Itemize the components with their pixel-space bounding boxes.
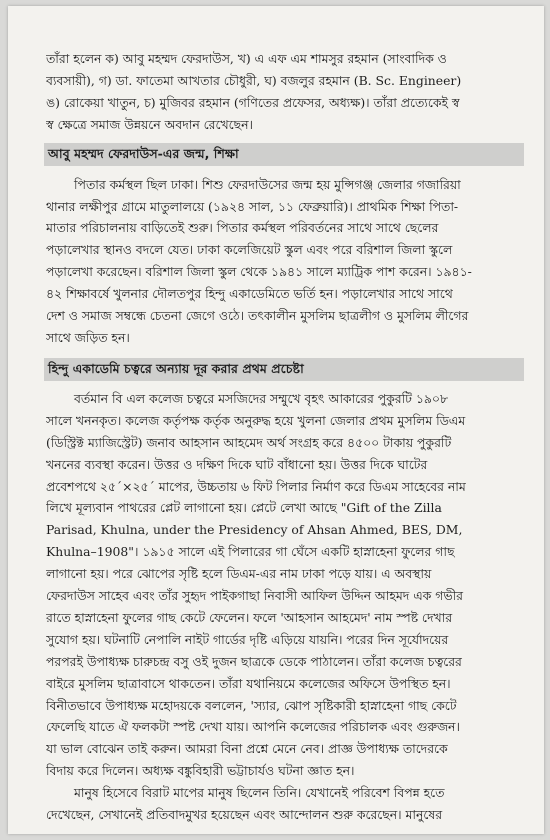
text-line: খননের ব্যবস্থা করেন। উত্তর ও দক্ষিণ দিকে ঘাট বাঁধানো হয়। উত্তর দিকে ঘাটের — [46, 456, 428, 472]
text-line: থানার লক্ষীপুর গ্রামে মাতুলালয়ে (১৯২৪ সাল, ১১ ফেব্রুয়ারি)। প্রাথমিক শিক্ষা পিতা- — [46, 198, 459, 214]
section-heading-birth-education: আবু মহম্মদ ফেরদাউস-এর জন্ম, শিক্ষা — [44, 143, 524, 166]
text-line: পড়ালেখা করেছেন। বরিশাল জিলা স্কুল থেকে ১৯৪১ সালে ম্যাট্রিক পাশ করেন। ১৯৪১- — [46, 264, 472, 280]
text-line: লাগানো হয়। পরে ঝোপের সৃষ্টি হলে ডিএম-এর নাম ঢাকা পড়ে যায়। এ অবস্থায় — [46, 566, 432, 582]
text-line: রাতে হাস্নাহেনা ফুলের গাছ কেটে ফেলেন। ফলে 'আহসান আহমেদ' নাম স্পষ্ট দেখার — [46, 609, 453, 625]
text-line: লিখে মূল্যবান পাথরের প্লেট লাগানো হয়। প্লেটে লেখা আছে "Gift of the Zilla — [46, 500, 442, 516]
text-line: সুযোগ হয়। ঘটনাটি নেপালি নাইট গার্ডের দৃষ্টি এড়িয়ে যায়নি। পরের দিন সূর্যোদয়ের — [46, 631, 449, 647]
text-line: মানুষ হিসেবে বিরাট মাপের মানুষ ছিলেন তিনি। যেখানেই পরিবেশ বিপন্ন হতে — [74, 785, 445, 801]
text-line: ঙ) রোকেয়া খাতুন, চ) মুজিবর রহমান (গণিতের প্রফেসর, অধ্যক্ষ)। তাঁরা প্রত্যেকেই স্ব — [46, 94, 460, 110]
birth-education-paragraph — [46, 174, 524, 349]
text-line: Parisad, Khulna, under the Presidency of Ahsan Ahmed, BES, DM, — [46, 522, 463, 538]
text-line: যা ভাল বোঝেন তাই করুন। আমরা বিনা প্রশ্নে মেনে নেব। প্রাজ্ঞ উপাধ্যক্ষ তাদেরকে — [46, 741, 448, 757]
text-line: (ডিস্ট্রিক্ট ম্যাজিস্ট্রেট) জনাব আহসান আহমেদ অর্থ সংগ্রহ করে ৪৫০০ টাকায় পুকুরটি — [46, 434, 452, 450]
text-line: পিতার কর্মস্থল ছিল ঢাকা। শিশু ফেরদাউসের জন্ম হয় মুন্সিগঞ্জ জেলার গজারিয়া — [74, 176, 461, 192]
text-line: প্রবেশপথে ২৫´×২৫´ মাপের, উচ্চতায় ৬ ফিট পিলার নির্মাণ করে ডিএম সাহেবের নাম — [46, 478, 466, 494]
text-line: পড়ালেখার স্থানও বদলে যেত। ঢাকা কলেজিয়েট স্কুল এবং পরে বরিশাল জিলা স্কুলে — [46, 242, 453, 258]
intro-paragraph — [46, 48, 524, 136]
text-line: ফেরদাউস সাহেব এবং তাঁর সুহৃদ পাইকগাছা নিবাসী আফিল উদ্দিন আহমদ এক গভীর — [46, 588, 463, 604]
hindu-academy-paragraph — [46, 388, 524, 826]
text-line: বিদায় করে দিলেন। অধ্যক্ষ বঙ্কুবিহারী ভট্টাচার্যও ঘটনা জ্ঞাত হন। — [46, 763, 355, 779]
text-line: সালে খননকৃত। কলেজ কর্তৃপক্ষ কর্তৃক অনুরুদ্ধ হয়ে খুলনা জেলার প্রথম মুসলিম ডিএম — [46, 412, 466, 428]
page-content — [46, 48, 524, 826]
text-line: দেখেছেন, সেখানেই প্রতিবাদমুখর হয়েছেন এবং আন্দোলন শুরু করেছেন। মানুষের — [46, 807, 443, 823]
book-page — [8, 6, 544, 834]
text-line: বাইরে মুসলিম ছাত্রাবাসে থাকতেন। তাঁরা যথানিয়মে কলেজের অফিসে উপস্থিত হন। — [46, 675, 451, 691]
text-line: ৪২ শিক্ষাবর্ষে খুলনার দৌলতপুর হিন্দু একাডেমিতে ভর্তি হন। পড়ালেখার সাথে সাথে — [46, 286, 453, 302]
text-line: বিনীতভাবে উপাধ্যক্ষ মহোদয়কে বললেন, 'স্যার, ঝোপ সৃষ্টিকারী হাস্নাহেনা গাছ কেটে — [46, 697, 457, 713]
text-line: মাতার পরিচালনায় বাড়িতেই শুরু। পিতার কর্মস্থল পরিবর্তনের সাথে সাথে ছেলের — [46, 220, 439, 236]
text-line: দেশ ও সমাজ সম্বন্ধে চেতনা জেগে ওঠে। তৎকালীন মুসলিম ছাত্রলীগ ও মুসলিম লীগের — [46, 308, 469, 324]
text-line: Khulna–1908"। ১৯১৫ সালে এই পিলারের গা ঘেঁসে একটি হাস্নাহেনা ফুলের গাছ — [46, 544, 455, 560]
text-line: ব্যবসায়ী), গ) ডা. ফাতেমা আখতার চৌধুরী, ঘ) বজলুর রহমান (B. Sc. Engineer) — [46, 72, 462, 88]
text-line: পরপরই উপাধ্যক্ষ চারুচন্দ্র বসু ওই দুজন ছাত্রকে ডেকে পাঠালেন। তাঁরা কলেজ চত্বরের — [46, 653, 462, 669]
text-line: সাথে জড়িত হন। — [46, 329, 130, 345]
text-line: বর্তমান বি এল কলেজ চত্বরে মসজিদের সম্মুখে বৃহৎ আকারের পুকুরটি ১৯০৮ — [74, 390, 449, 406]
section-heading-hindu-academy: হিন্দু একাডেমি চত্বরে অন্যায় দূর করার প্রথম প্রচেষ্টা — [44, 358, 524, 381]
text-line: তাঁরা হলেন ক) আবু মহম্মদ ফেরদাউস, খ) এ এফ এম শামসুর রহমান (সাংবাদিক ও — [46, 51, 447, 66]
text-line: স্ব ক্ষেত্রে সমাজ উন্নয়নে অবদান রেখেছেন। — [46, 116, 253, 132]
text-line: ফেলেছি যাতে ঐ ফলকটা স্পষ্ট দেখা যায়। আপনি কলেজের পরিচালক এবং গুরুজন। — [46, 719, 460, 735]
